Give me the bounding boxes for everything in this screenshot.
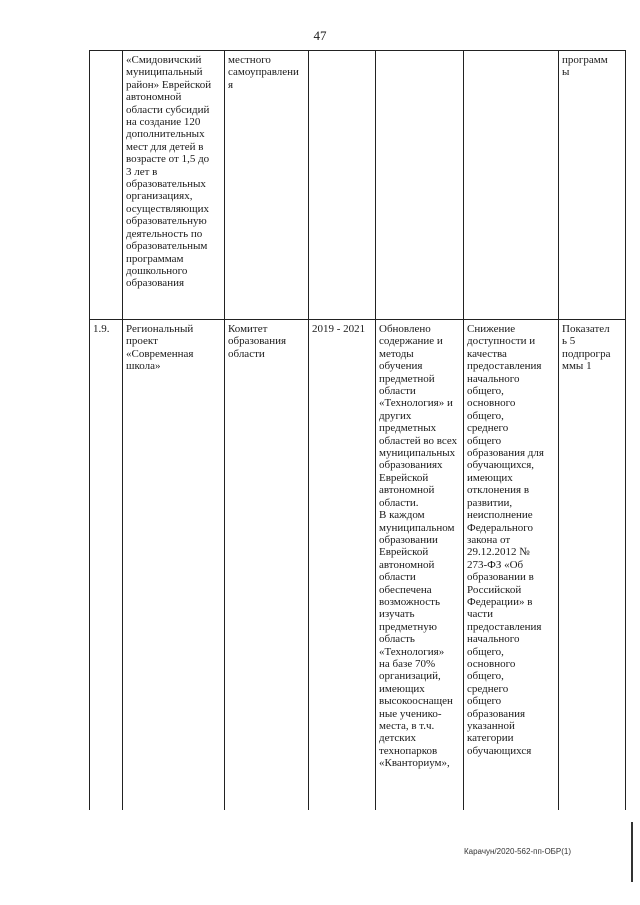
program-table <box>89 50 626 810</box>
cell-event-name: Региональный проект «Современная школа» <box>123 320 225 810</box>
cell-number: 1.9. <box>90 320 123 810</box>
cell-expected-result: Обновлено содержание и методы обучения предметной области «Технология» и других предметных областей во всех муниципальных образованиях Еврейской автономной области. В каждом муниципальном образовании Еврейской автономной области обеспечена возможность изучать предметную область «Технология» на базе 70% организаций, имеющих высокооснащен ные ученико- места, в т.ч. детских технопарков «Кванториум», <box>376 320 464 810</box>
document-code: Карачун/2020-562-пп-ОБР(1) <box>464 847 572 856</box>
table-row-continuation <box>90 51 626 320</box>
cell-number <box>90 51 123 320</box>
cell-executor: Комитет образования области <box>225 320 309 810</box>
scan-margin-line <box>631 822 633 882</box>
cell-executor: местного самоуправлени я <box>225 51 309 320</box>
cell-consequence: Снижение доступности и качества предоставления начального общего, основного общего, среднего общего образования для обучающихся, имеющих отклонения в развитии, неисполнение Федерального закона от 29.12.2012 № 273-ФЗ «Об образовании в Российской Федерации» в части предоставления начального общего, основного общего, среднего общего образования указанной категории обучающихся <box>464 320 559 810</box>
page-number: 47 <box>313 28 327 43</box>
cell-consequence <box>464 51 559 320</box>
cell-event-name: «Смидовичский муниципальный район» Еврейской автономной области субсидий на создание 120 дополнительных мест для детей в возрасте от 1,5 до 3 лет в образовательных организациях, осуществляющих образовательную деятельность по образовательным программам дошкольного образования <box>123 51 225 320</box>
cell-period <box>309 51 376 320</box>
cell-indicator-link: программ ы <box>559 51 626 320</box>
cell-period: 2019 - 2021 <box>309 320 376 810</box>
cell-expected-result <box>376 51 464 320</box>
table-row-1-9 <box>90 320 626 810</box>
cell-indicator-link: Показател ь 5 подпрогра ммы 1 <box>559 320 626 810</box>
